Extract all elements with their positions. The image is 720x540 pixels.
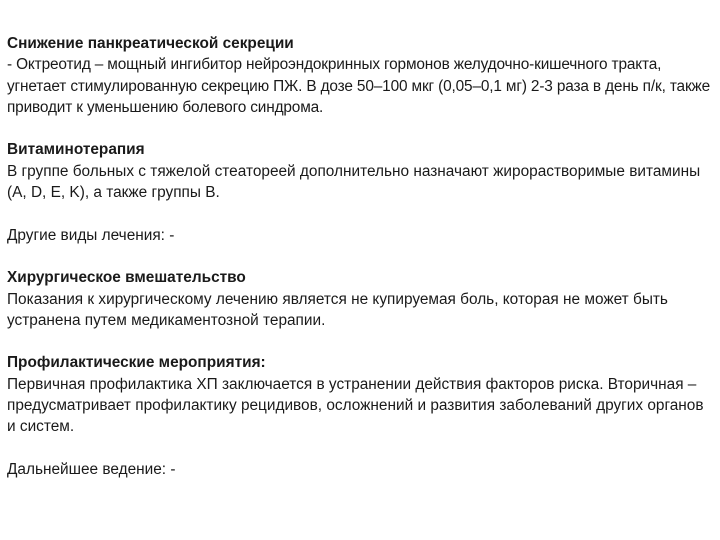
section-body: Дальнейшее ведение: - <box>7 460 176 478</box>
section-heading: Хирургическое вмешательство <box>7 269 246 287</box>
section-follow-up <box>7 459 715 480</box>
section-pancreatic-secretion <box>7 33 715 118</box>
section-other-treatment <box>7 225 715 246</box>
section-body: Первичная профилактика ХП заключается в устранении действия факторов риска. Вторичная – предусматривает профилактику рецидивов, осложнений и развития заболеваний других органов и систем. <box>7 375 704 436</box>
section-prevention <box>7 352 715 437</box>
section-heading: Витаминотерапия <box>7 141 145 159</box>
section-body: Другие виды лечения: - <box>7 226 175 244</box>
section-body: Показания к хирургическому лечению является не купируемая боль, которая не может быть устранена путем медикаментозной терапии. <box>7 290 668 329</box>
document-text <box>7 33 715 502</box>
section-heading: Снижение панкреатической секреции <box>7 35 294 52</box>
section-body: В группе больных с тяжелой стеатореей дополнительно назначают жирорастворимые витамины (A, D, E, K), а также группы В. <box>7 162 701 202</box>
section-heading: Профилактические мероприятия: <box>7 354 266 372</box>
section-body: - Октреотид – мощный ингибитор нейроэндокринных гормонов желудочно-кишечного тракта, угнетает стимулированную секрецию ПЖ. В дозе 50–100 мкг (0,05–0,1 мг) 2-3 раза в день п/к, также приводит к уменьшению болевого синдрома. <box>7 56 711 116</box>
section-vitamin-therapy <box>7 139 715 203</box>
section-surgery <box>7 267 715 331</box>
